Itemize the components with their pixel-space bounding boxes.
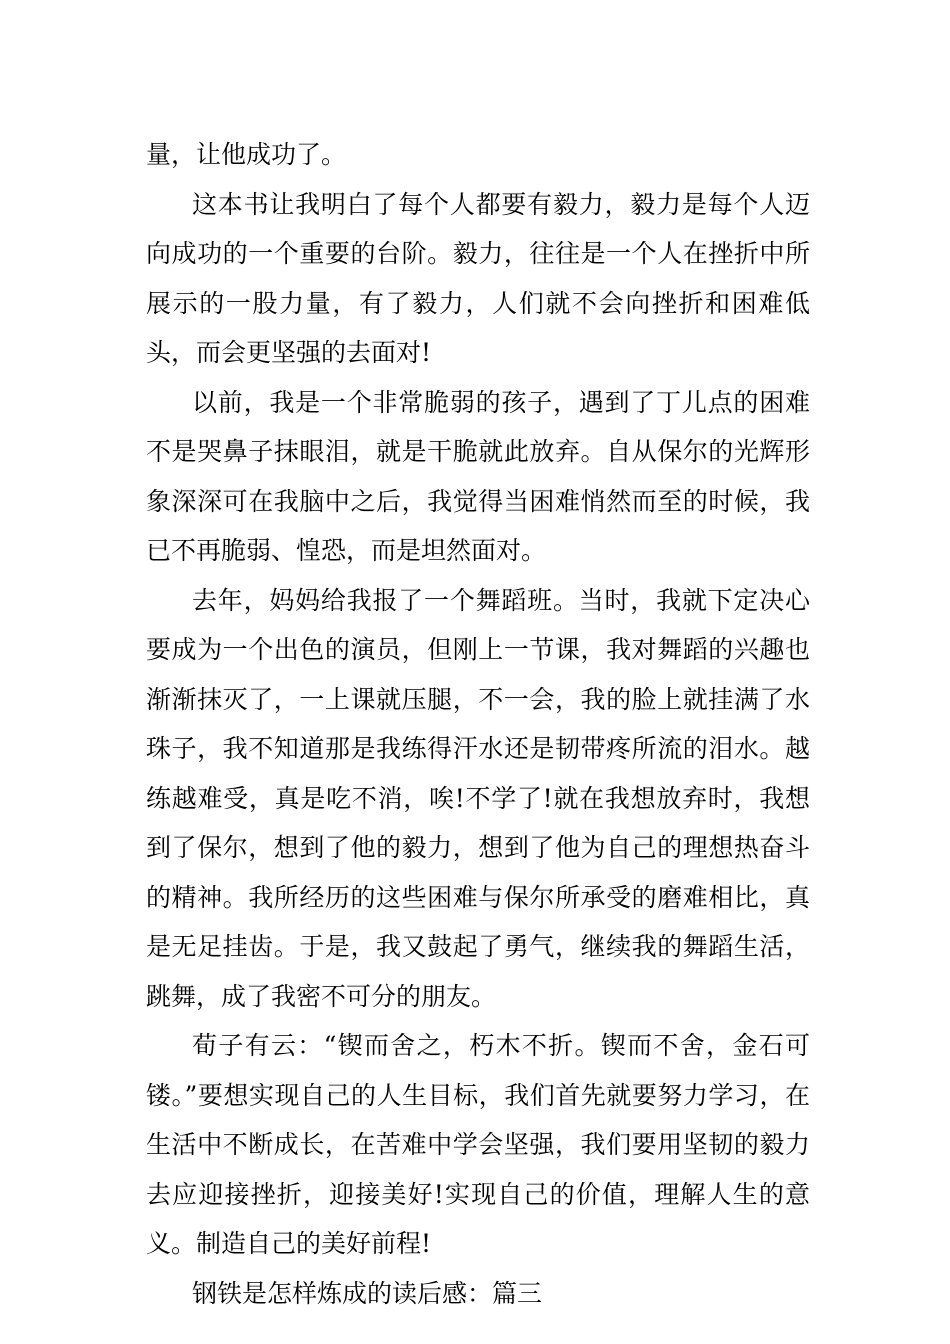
section-heading: 钢铁是怎样炼成的读后感：篇三	[192, 1278, 543, 1308]
paragraph-past-self: 以前，我是一个非常脆弱的孩子，遇到了丁儿点的困难不是哭鼻子抹眼泪，就是干脆就此放弃。自从保尔的光辉形象深深可在我脑中之后，我觉得当困难悄然而至的时候，我已不再脆弱、惶恐，而是坦然面对。	[146, 387, 810, 565]
paragraph-continuation: 量，让他成功了。	[146, 140, 347, 169]
paragraph-xunzi-quote: 荀子有云：“锲而舍之，朽木不折。锲而不舍，金石可镂。”要想实现自己的人生目标，我们首先就要努力学习，在生活中不断成长，在苦难中学会坚强，我们要用坚韧的毅力去应迎接挫折，迎接美好!实现自己的价值，理解人生的意义。制造自己的美好前程!	[146, 1031, 810, 1258]
paragraph-perseverance: 这本书让我明白了每个人都要有毅力，毅力是每个人迈向成功的一个重要的台阶。毅力，往往是一个人在挫折中所展示的一股力量，有了毅力，人们就不会向挫折和困难低头，而会更坚强的去面对!	[146, 189, 810, 367]
document-body	[146, 130, 810, 1318]
paragraph-dance-class: 去年，妈妈给我报了一个舞蹈班。当时，我就下定决心要成为一个出色的演员，但刚上一节课，我对舞蹈的兴趣也渐渐抹灭了，一上课就压腿，不一会，我的脸上就挂满了水珠子，我不知道那是我练得汗水还是韧带疼所流的泪水。越练越难受，真是吃不消，唉!不学了!就在我想放弃时，我想到了保尔，想到了他的毅力，想到了他为自己的理想热奋斗的精神。我所经历的这些困难与保尔所承受的磨难相比，真是无足挂齿。于是，我又鼓起了勇气，继续我的舞蹈生活，跳舞，成了我密不可分的朋友。	[146, 585, 810, 1011]
